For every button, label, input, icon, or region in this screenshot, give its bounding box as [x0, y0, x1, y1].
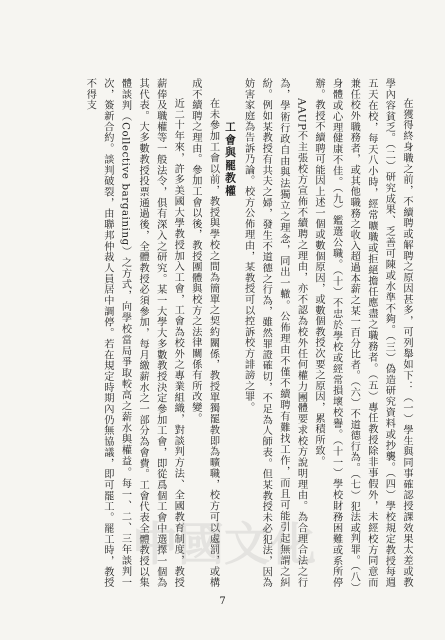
section-heading: 工會與罷教權 [224, 121, 238, 198]
vertical-text-body [81, 78, 415, 588]
paragraph-2: AAUP不主張校方宣佈不續聘之理由，亦不認為校外任何權力團體要求校方說明理由。為合理合法之行為，學術行政自由與法獨立之理念，同出一轍。公佈理由不僅不續聘有難找工作，而且可能引起無謂之糾紛。例如某教授有共夫之婦，發生不道德之行為，雖然罪證確切，不足為人師表。但某教授未必犯法，因為妨害家庭為告訴乃論。校方公佈理由，某教授可以控訴校方誹謗之罪。 [242, 78, 307, 588]
page-number: 7 [219, 596, 226, 607]
paragraph-1: 在獲得終身職之前，不續聘或解聘之原因甚多，可列舉如下：（一）學生與同事確認授課效果太差或教學內容貧乏。（二）研究成果、乏善可陳或水準不夠。（三）偽造研究資料或抄襲。（四）學校規定教授每週五天在校，每天八小時，經常曠職或拒絕擔任應盡之職務者。（五）專任教授除非事假外，未經校方同意而兼任校外職務者，或其他職務之收入超過本薪之某一百分比者。（六）不道德行為。（七）犯法或判罪。（八）身體或心理健康不佳。（九）鑑選公職。（十）不忠於學校或經常損壞校譽。（十一）學校財務困難或系所停辦。教授不續聘可能因上述一個或數個原因，或數個教授次要之原因，累積所致。 [313, 78, 412, 588]
watermark-text: 中國文化 [132, 517, 316, 571]
paragraph-3: 在未參加工會以前，教授與學校之間為簡單之契約關係，教授單獨罷教即為曠職，校方可以處罰，或構成不續聘之理由。參加工會以後，教授團體與校方之法律關係有所改變。 [189, 78, 219, 588]
paragraph-4: 近二十年來，許多美國大學教授加入工會，工會為校外之專業組織，對談判方法、全國教育制度，教授薪俸及職權等一般法令，俱有深入之研究。某一大學大多數教授決定參加工會，即從爲個工會中選擇一個為其代表。大多數教授投票通過後，全體教授必須參加，每月繳薪水之一部分為會費。工會代表全體教授以集體談判（Collective bargaining）之方式，向學校當局爭取較高之薪水與權益。每一、二、三年談判一次，簽新合約。談判破裂，由聯邦仲裁人員居中調停。若在規定時期內仍無協議，即可罷工。罷工時，教授不得支 [84, 78, 184, 588]
